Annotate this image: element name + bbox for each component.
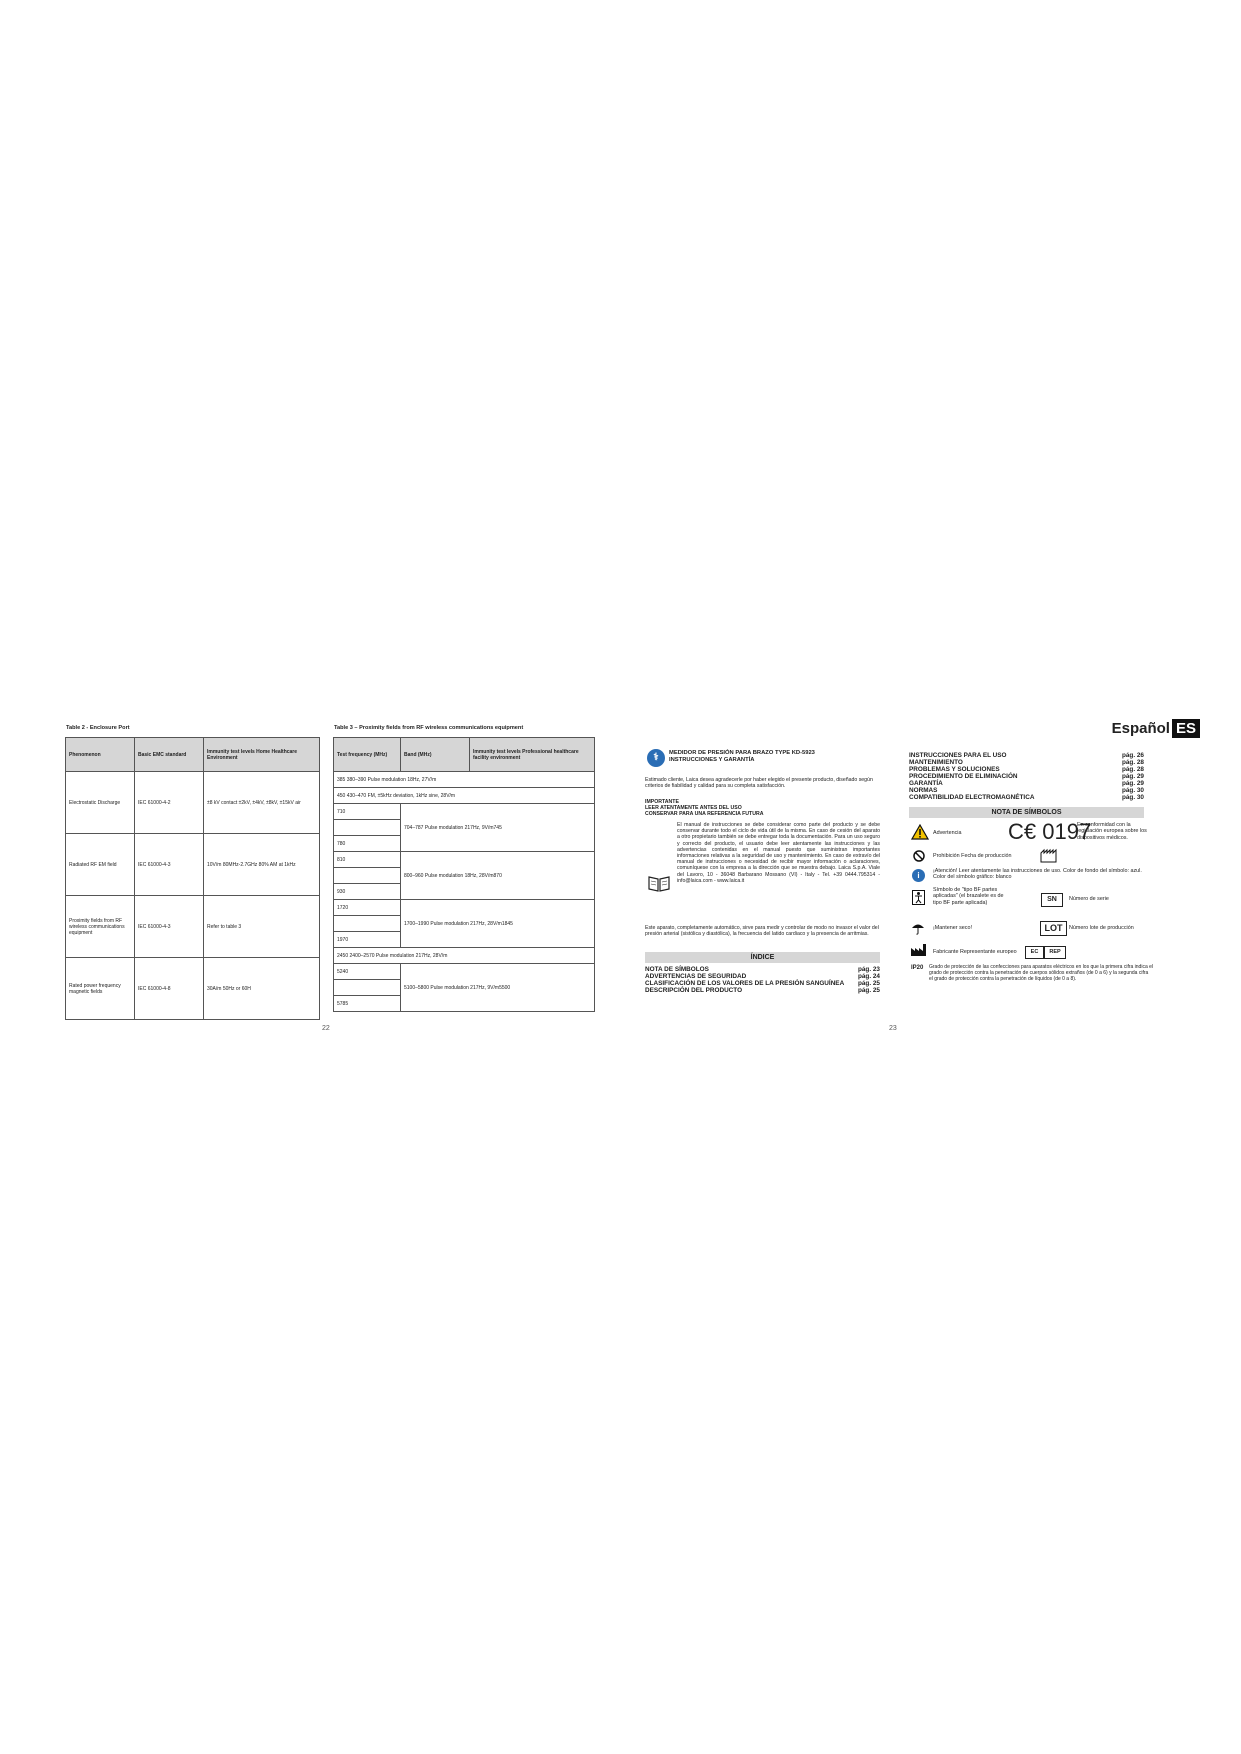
index-title: ÍNDICE [645,952,880,963]
table2-header: Basic EMC standard [135,738,204,772]
toc-item [909,780,1144,787]
table-row [66,772,320,834]
index-item-label: NOTA DE SÍMBOLOS [645,966,709,973]
toc-item [909,759,1144,766]
index-item-page: pág. 25 [857,980,880,987]
page-number: 22 [322,1025,330,1032]
prohibition-icon [913,850,925,862]
toc-item [909,787,1144,794]
language-word: Español [1111,720,1170,737]
toc-list [909,752,1144,801]
table-row [334,852,595,868]
toc-item-page: pág. 29 [1121,773,1144,780]
index-item-page: pág. 25 [857,987,880,994]
table2-header: Phenomenon [66,738,135,772]
toc-item-label: NORMAS [909,787,938,794]
symbols-title: NOTA DE SÍMBOLOS [909,807,1144,818]
serial-number-icon: SN [1041,893,1063,907]
table-cell: IEC 61000-4-3 [135,896,204,958]
language-tab [1112,719,1200,738]
table2-caption: Table 2 - Enclosure Port [66,725,130,731]
table3-header: Band (MHz) [401,738,470,772]
toc-item-page: pág. 26 [1121,752,1144,759]
important-line2: LEER ATENTAMENTE ANTES DEL USO [645,805,742,811]
right-page [645,720,1200,1045]
product-subtitle: INSTRUCCIONES Y GARANTÍA [669,757,755,763]
toc-item [909,766,1144,773]
important-heading: IMPORTANTE [645,799,679,805]
table-cell: Refer to table 3 [204,896,320,958]
table-cell: 10V/m 80MHz-2.7GHz 80% AM at 1kHz [204,834,320,896]
table-row [66,834,320,896]
table-row [334,804,595,820]
manufacturer-text: Fabricante Representante europeo [933,949,1017,955]
table-cell: 5100–5800 Pulse modulation 217Hz, 9V/m5500 [401,964,595,1012]
table-cell: Electrostatic Discharge [66,772,135,834]
toc-item-page: pág. 29 [1121,780,1144,787]
ec-rep-icon-ec: EC [1025,946,1044,959]
table3-header: Immunity test levels Professional healthcare facility environment [470,738,595,772]
manufacturer-icon [910,943,928,957]
table-cell: Rated power frequency magnetic fields [66,958,135,1020]
ec-rep-icon-rep: REP [1044,946,1066,959]
table-cell: 710 [334,804,401,820]
manual-text: El manual de instrucciones se debe considerar como parte del producto y se debe conservar durante todo el ciclo de vida útil de la misma. En caso de cesión del aparato a otro propietario también se debe entregar toda la documentación. Para un uso seguro y correcto del producto, el usuario debe leer atentamente las instrucciones y las advertencias contenidas en el manual puesto que suministran importantes informaciones relativas a la seguridad de uso y mantenimiento. En caso de extravío del manual de instrucciones o necesidad de recibir mayor información o aclaraciones, comuníquese con la empresa a la dirección que se muestra debajo. Laica S.p.A. Viale del Lavoro, 10 - 36048 Barbarano Mossano (VI) - Italy - Tel. +39 0444.795314 - info@laica.com - www.laica.it [677,822,880,884]
index-item-label: DESCRIPCIÓN DEL PRODUCTO [645,987,743,994]
prohibition-label: Prohibición Fecha de producción [933,853,1012,859]
keep-dry-text: ¡Mantener seco! [933,925,972,931]
table-cell: 5785 [334,996,401,1012]
table-cell: 30A/m 50Hz or 60H [204,958,320,1020]
table-cell: 780 [334,836,401,852]
lot-text: Número lote de producción [1069,925,1134,931]
table3-header: Test frequency (MHz) [334,738,401,772]
language-code: ES [1172,719,1200,738]
ce-symbol-icon: C€ [1008,819,1037,844]
table-cell: 704–787 Pulse modulation 217Hz, 9V/m745 [401,804,595,852]
table-row [334,964,595,980]
toc-item-label: PROCEDIMIENTO DE ELIMINACIÓN [909,773,1018,780]
table-cell: 810 [334,852,401,868]
read-instructions-icon: i [912,869,925,882]
table-cell: 930 [334,884,401,900]
table-cell: 1970 [334,932,401,948]
index-item [645,987,880,994]
table-cell: 800–960 Pulse modulation 18Hz, 28V/m870 [401,852,595,900]
serial-number-text: Número de serie [1069,896,1109,902]
table-row [66,958,320,1020]
bf-text: Símbolo de "tipo BF partes aplicadas" (el brazalete es de tipo BF parte aplicada) [933,887,1004,906]
table2 [65,737,320,1020]
index-item [645,980,880,987]
bf-applied-part-icon [912,890,925,905]
table-cell: 1700–1990 Pulse modulation 217Hz, 28V/m1845 [401,900,595,948]
table-cell: IEC 61000-4-3 [135,834,204,896]
toc-item-label: INSTRUCCIONES PARA EL USO [909,752,1007,759]
product-title: MEDIDOR DE PRESIÓN PARA BRAZO TYPE KD-5923 [669,750,815,756]
table-cell: 450 430–470 FM, ±5kHz deviation, 1kHz sine, 28V/m [334,788,595,804]
table-cell: Radiated RF EM field [66,834,135,896]
table-cell: 5240 [334,964,401,980]
toc-item-label: MANTENIMIENTO [909,759,963,766]
intro-text: Estimado cliente, Laica desea agradecerle por haber elegido el presente producto, diseñado según criterios de fiabilidad y calidad para su completa satisfacción. [645,777,873,790]
table-row [334,948,595,964]
toc-item [909,752,1144,759]
table-cell: ±8 kV contact ±2kV, ±4kV, ±8kV, ±15kV air [204,772,320,834]
table-cell [334,980,401,996]
table-cell: IEC 61000-4-2 [135,772,204,834]
toc-item [909,773,1144,780]
table-row [334,900,595,916]
keep-dry-umbrella-icon [911,921,925,935]
left-page [60,725,615,1045]
read-instructions-text: ¡Atención! Leer atentamente las instrucciones de uso. Color de fondo del símbolo: azul. Color del símbolo gráfico: blanco [933,868,1142,881]
ip-rating-label: IP20 [911,965,924,971]
important-line3: CONSERVAR PARA UNA REFERENCIA FUTURA [645,811,764,817]
toc-item-page: pág. 30 [1121,787,1144,794]
table-cell: 1720 [334,900,401,916]
index-item [645,973,880,980]
manual-book-icon [647,875,671,893]
lot-icon: LOT [1040,921,1067,936]
table-cell: IEC 61000-4-8 [135,958,204,1020]
table-cell: 385 380–390 Pulse modulation 18Hz, 27V/m [334,772,595,788]
table-row [334,772,595,788]
document-spread [60,720,1200,1045]
table-cell [334,820,401,836]
product-logo-icon: ⚕ [647,749,665,767]
index-item [645,966,880,973]
production-date-icon [1040,847,1058,863]
table-row [334,788,595,804]
index-item-page: pág. 24 [857,973,880,980]
index-item-label: ADVERTENCIAS DE SEGURIDAD [645,973,747,980]
table-cell: Proximity fields from RF wireless communications equipment [66,896,135,958]
toc-item-label: PROBLEMAS Y SOLUCIONES [909,766,1000,773]
table-cell [334,868,401,884]
toc-item-page: pág. 28 [1121,766,1144,773]
device-text: Este aparato, completamente automático, sirve para medir y controlar de modo no invasor el valor del presión arterial (sistólica y diastólica), la frecuencia del latido cardiaco y la presencia de arritmias. [645,925,879,938]
index-item-label: CLASIFICACIÓN DE LOS VALORES DE LA PRESIÓN SANGUÍNEA [645,980,845,987]
toc-item-page: pág. 28 [1121,759,1144,766]
page-number: 23 [889,1025,897,1032]
ce-text: En conformidad con la legislación europea sobre los dispositivos médicos. [1077,822,1147,841]
table-cell [334,916,401,932]
warning-icon [911,824,929,840]
table-cell: 2450 2400–2570 Pulse modulation 217Hz, 28V/m [334,948,595,964]
index-item-page: pág. 23 [857,966,880,973]
ce-number: 0197 [1042,819,1092,844]
table-row [66,896,320,958]
toc-item [909,794,1144,801]
toc-item-page: pág. 30 [1121,794,1144,801]
table3-caption: Table 3 – Proximity fields from RF wireless communications equipment [334,725,524,731]
toc-item-label: COMPATIBILIDAD ELECTROMAGNÉTICA [909,794,1035,801]
table3 [333,737,595,1012]
toc-item-label: GARANTÍA [909,780,943,787]
table2-header: Immunity test levels Home Healthcare Environment [204,738,320,772]
warning-label: Advertencia [933,830,962,836]
index-list [645,966,880,994]
ip-rating-text: Grado de protección de las confecciones para aparatos eléctricos en los que la primera cifra indica el grado de protección contra la penetración de cuerpos sólidos extraños (de 0 a 6) y la segunda cifra el grado de protección contra la penetración de líquidos (de 0 a 8). [929,964,1154,982]
